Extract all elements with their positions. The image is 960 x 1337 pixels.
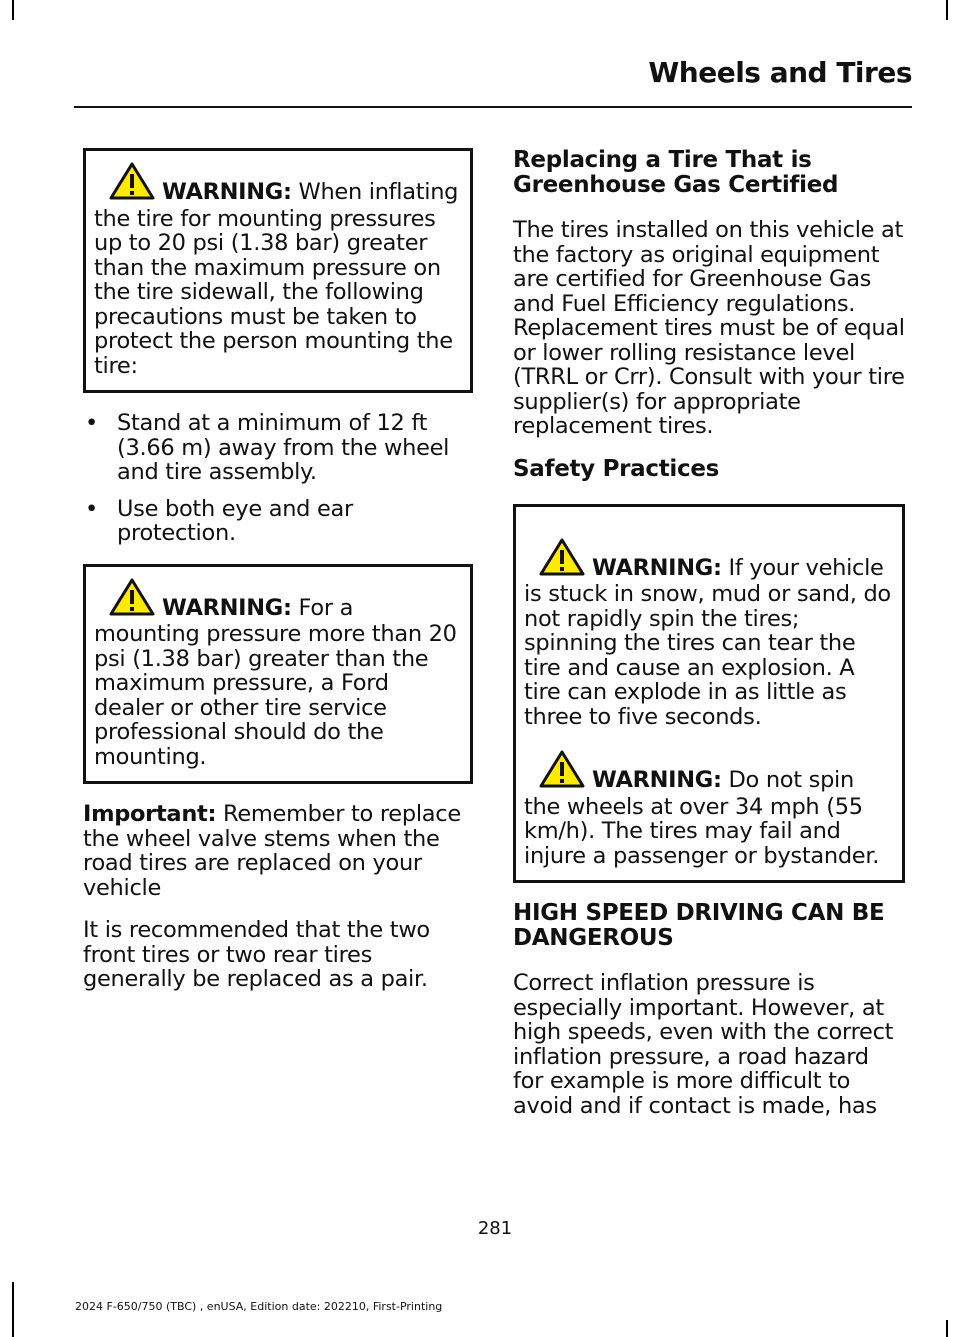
warning-triangle-icon	[108, 161, 156, 207]
warning-label: WARNING:	[592, 554, 722, 581]
crop-mark-top-right	[946, 0, 948, 20]
footer-edition-info: 2024 F-650/750 (TBC) , enUSA, Edition date: 202210, First-Printing	[75, 1300, 443, 1313]
right-column	[513, 148, 905, 1136]
bullet-marker: •	[85, 495, 98, 522]
crop-mark-bottom-left	[12, 1282, 14, 1337]
greenhouse-paragraph: The tires installed on this vehicle at the factory as original equipment are certified for Greenhouse Gas and Fuel Efficiency regulations. Replacement tires must be of equal or lower rolling resistance level (TRRL or Crr). Consult with your tire supplier(s) for appropriate replacement tires.	[513, 217, 905, 439]
warning-box-dealer-mounting	[83, 564, 473, 785]
warning-triangle-icon	[538, 749, 586, 795]
warning-body: Do not spin the wheels at over 34 mph (55 km/h). The tires may fail and injure a passenger or bystander.	[524, 767, 880, 869]
section-heading-safety: Safety Practices	[513, 455, 720, 482]
list-item-text: Stand at a minimum of 12 ft (3.66 m) away from the wheel and tire assembly.	[117, 410, 450, 485]
warning-box-mounting-pressure	[83, 148, 473, 393]
important-note	[83, 802, 473, 900]
important-label: Important:	[83, 801, 217, 827]
warning-box-safety	[513, 504, 905, 884]
warning-text	[524, 749, 894, 868]
warning-text	[94, 161, 462, 378]
warning-body: For a mounting pressure more than 20 psi (1.38 bar) greater than the maximum pressure, a Ford dealer or other tire service professional should do the mounting.	[94, 594, 457, 770]
warning-text	[94, 577, 462, 770]
bullet-marker: •	[85, 410, 98, 436]
warning-triangle-icon	[108, 577, 156, 623]
high-speed-paragraph: Correct inflation pressure is especially important. However, at high speeds, even with the correct inflation pressure, a road hazard for example is more difficult to avoid and if contact is made, has	[513, 970, 894, 1119]
warning-body: If your vehicle is stuck in snow, mud or sand, do not rapidly spin the tires; spinning the tires can tear the tire and cause an explosion. A tire can explode in as little as three to five seconds.	[524, 554, 891, 730]
pair-replacement-paragraph: It is recommended that the two front tires or two rear tires generally be replaced as a pair.	[83, 917, 430, 992]
section-heading-greenhouse: Replacing a Tire That is Greenhouse Gas Certified	[513, 147, 839, 198]
precautions-list	[83, 411, 473, 546]
crop-mark-bottom-right	[946, 1320, 948, 1337]
warning-label: WARNING:	[592, 767, 722, 793]
warning-body: When inflating the tire for mounting pressures up to 20 psi (1.38 bar) greater than the maximum pressure on the tire sidewall, the following precautions must be taken to protect the person mounting the tire:	[94, 179, 459, 379]
list-item-text: Use both eye and ear protection.	[117, 495, 353, 546]
header-divider	[74, 106, 912, 108]
page-title: Wheels and Tires	[648, 56, 912, 89]
list-item	[83, 411, 473, 485]
section-heading-high-speed: HIGH SPEED DRIVING CAN BE DANGEROUS	[513, 900, 885, 951]
warning-label: WARNING:	[162, 594, 292, 621]
warning-triangle-icon	[538, 537, 586, 583]
important-text: Remember to replace the wheel valve stems when the road tires are replaced on your vehicle	[83, 801, 461, 901]
page-number: 281	[477, 1218, 513, 1239]
crop-mark-top-left	[12, 0, 14, 20]
warning-text	[524, 537, 894, 730]
list-item	[83, 497, 473, 546]
left-column	[83, 148, 473, 1010]
warning-label: WARNING:	[162, 179, 292, 205]
